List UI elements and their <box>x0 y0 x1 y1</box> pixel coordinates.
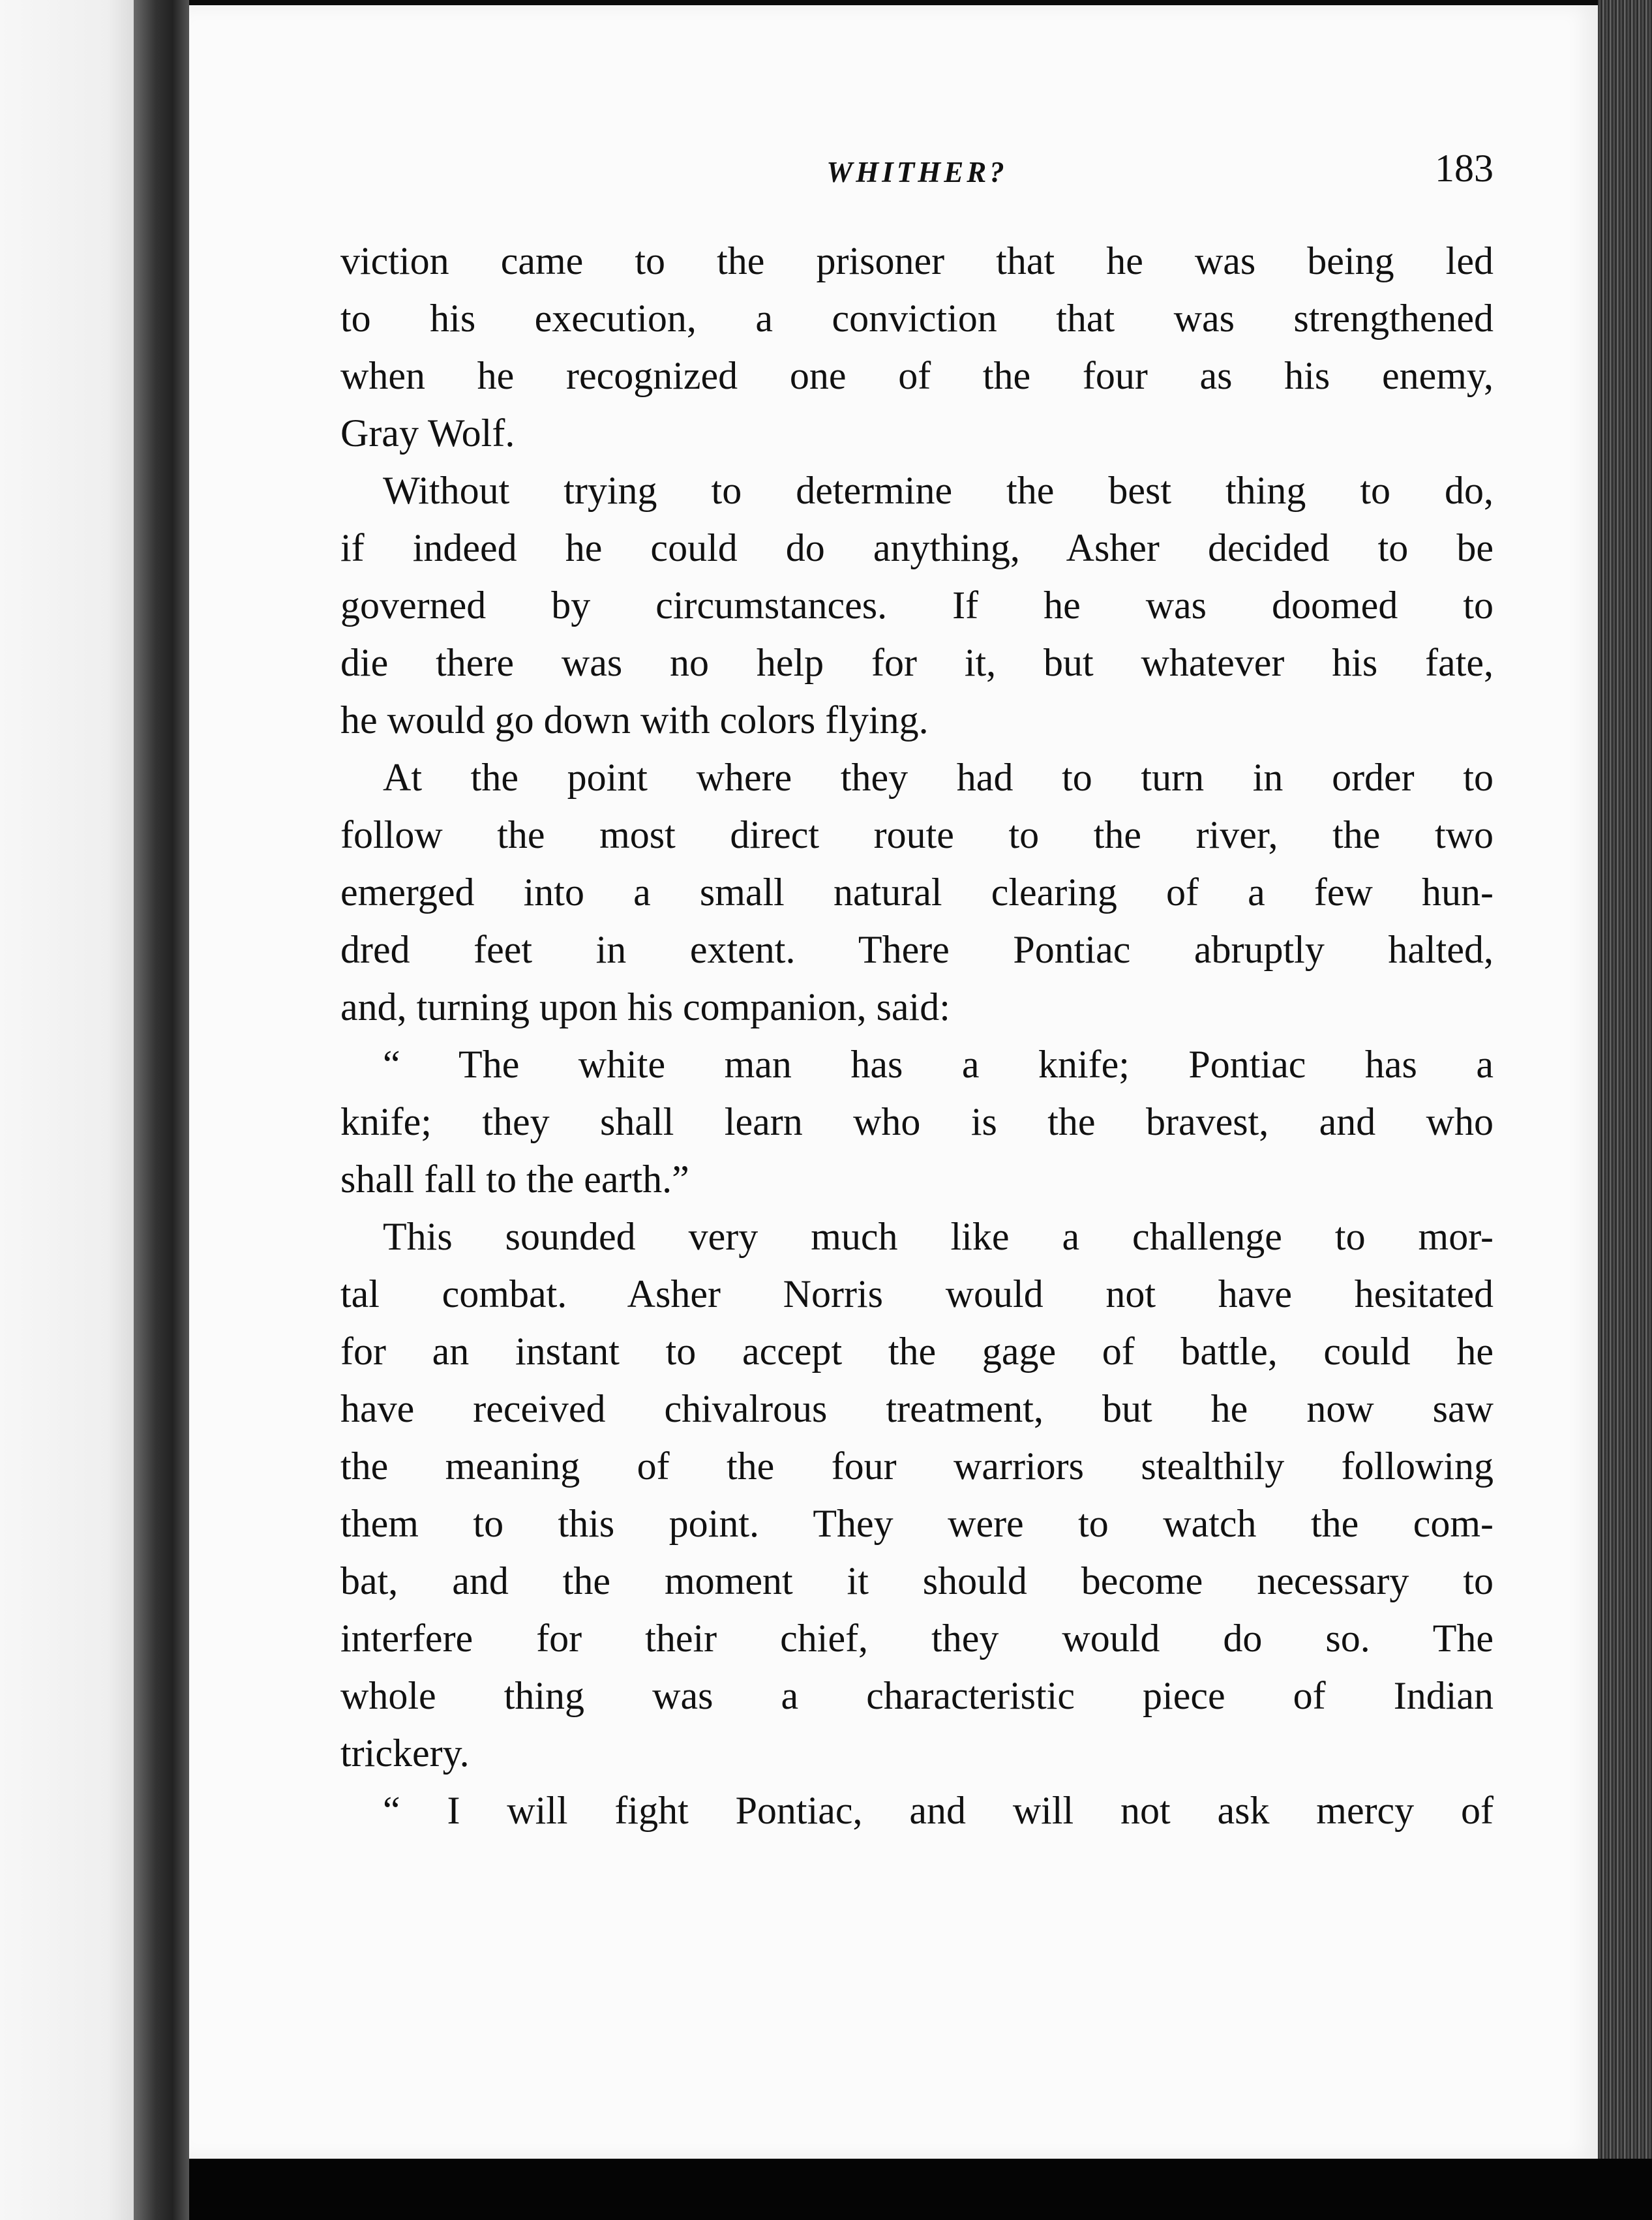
text-line: interfere for their chief, they would do so. The <box>340 1617 1494 1660</box>
text-line: knife; they shall learn who is the bravest, and who <box>340 1100 1494 1143</box>
text-line: viction came to the prisoner that he was being led <box>340 239 1494 282</box>
text-line: bat, and the moment it should become necessary to <box>340 1559 1494 1602</box>
text-line: At the point where they had to turn in order to <box>383 756 1494 799</box>
running-title: WHITHER? <box>826 156 1008 188</box>
text-line: follow the most direct route to the river, the two <box>340 813 1494 856</box>
text-line: governed by circumstances. If he was doomed to <box>340 584 1494 627</box>
text-line: the meaning of the four warriors stealthily following <box>340 1445 1494 1488</box>
text-line: trickery. <box>340 1732 470 1775</box>
text-line: if indeed he could do anything, Asher decided to be <box>340 526 1494 569</box>
book-spine <box>134 0 189 2220</box>
body-text <box>340 232 1494 1839</box>
page-block-edge <box>1598 0 1652 2220</box>
text-line: for an instant to accept the gage of battle, could he <box>340 1330 1494 1373</box>
text-line: This sounded very much like a challenge to mor- <box>383 1215 1494 1258</box>
text-line: he would go down with colors flying. <box>340 698 929 742</box>
text-line: “ I will fight Pontiac, and will not ask mercy of <box>383 1789 1494 1832</box>
text-line: emerged into a small natural clearing of a few hun- <box>340 871 1494 914</box>
scan-bottom-shadow <box>189 2159 1652 2220</box>
text-line: die there was no help for it, but whatever his fate, <box>340 641 1494 684</box>
facing-page-edge <box>0 0 134 2220</box>
text-line: have received chivalrous treatment, but he now saw <box>340 1387 1494 1430</box>
text-line: when he recognized one of the four as his enemy, <box>340 354 1494 397</box>
running-head <box>340 141 1494 200</box>
text-line: to his execution, a conviction that was strengthened <box>340 297 1494 340</box>
text-line: Without trying to determine the best thing to do, <box>383 469 1494 512</box>
text-line: tal combat. Asher Norris would not have hesitated <box>340 1272 1494 1315</box>
text-line: Gray Wolf. <box>340 412 515 455</box>
page-number: 183 <box>1435 147 1494 190</box>
text-line: dred feet in extent. There Pontiac abruptly halted, <box>340 928 1494 971</box>
text-line: whole thing was a characteristic piece of Indian <box>340 1674 1494 1717</box>
text-line: them to this point. They were to watch the com- <box>340 1502 1494 1545</box>
text-line: and, turning upon his companion, said: <box>340 985 950 1028</box>
text-line: shall fall to the earth.” <box>340 1158 689 1201</box>
book-page <box>189 5 1598 2159</box>
text-line: “ The white man has a knife; Pontiac has a <box>383 1043 1494 1086</box>
